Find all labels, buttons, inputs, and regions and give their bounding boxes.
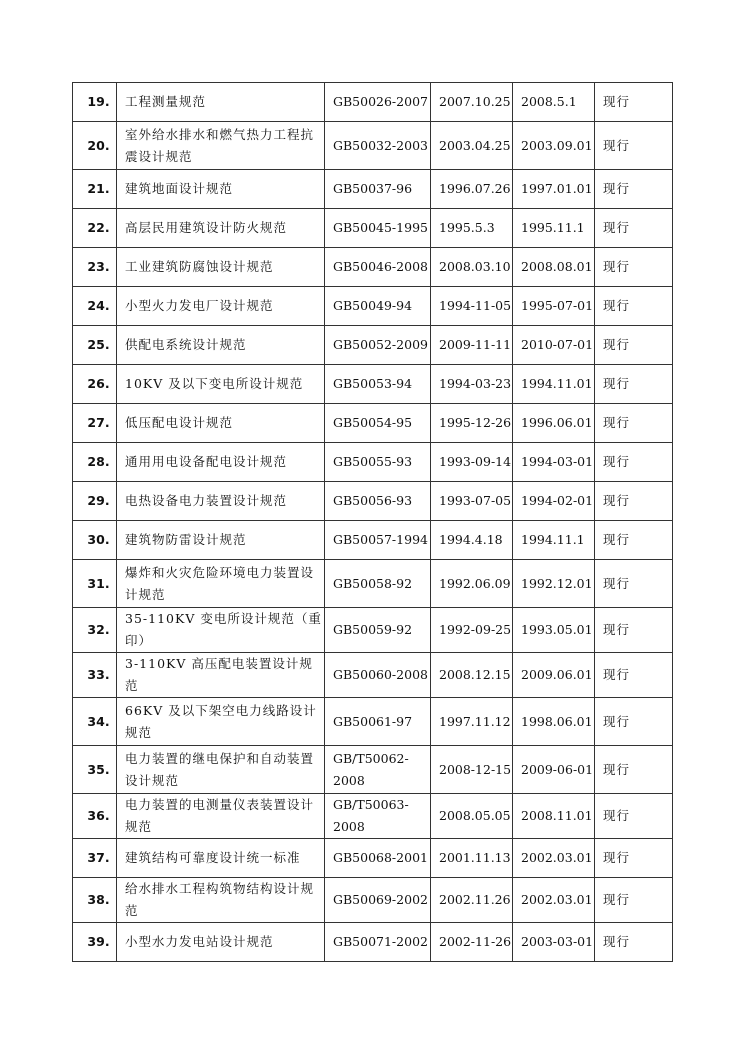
standard-name: 66KV 及以下架空电力线路设计规范	[117, 698, 325, 746]
standard-name: 建筑结构可靠度设计统一标准	[117, 839, 325, 878]
publish-date: 1994.4.18	[431, 521, 513, 560]
publish-date: 1997.11.12	[431, 698, 513, 746]
publish-date: 2008.03.10	[431, 248, 513, 287]
table-row	[73, 326, 673, 365]
standard-name: 建筑地面设计规范	[117, 170, 325, 209]
row-number: 30.	[73, 521, 117, 560]
table-row	[73, 653, 673, 698]
table-row	[73, 560, 673, 608]
publish-date: 1992-09-25	[431, 608, 513, 653]
status-text: 现行	[595, 122, 673, 170]
standard-code: GB50068-2001	[325, 839, 431, 878]
publish-date: 2008-12-15	[431, 746, 513, 794]
row-number: 39.	[73, 923, 117, 962]
implement-date: 2009-06-01	[513, 746, 595, 794]
publish-date: 2003.04.25	[431, 122, 513, 170]
row-number: 29.	[73, 482, 117, 521]
table-row	[73, 746, 673, 794]
standard-code: GB50060-2008	[325, 653, 431, 698]
publish-date: 1993-07-05	[431, 482, 513, 521]
publish-date: 1994-03-23	[431, 365, 513, 404]
publish-date: 1995-12-26	[431, 404, 513, 443]
standard-name: 35-110KV 变电所设计规范（重印）	[117, 608, 325, 653]
implement-date: 1995.11.1	[513, 209, 595, 248]
status-text: 现行	[595, 209, 673, 248]
table-row	[73, 122, 673, 170]
status-text: 现行	[595, 923, 673, 962]
standard-code: GB50055-93	[325, 443, 431, 482]
row-number: 37.	[73, 839, 117, 878]
implement-date: 2003.09.01	[513, 122, 595, 170]
row-number: 24.	[73, 287, 117, 326]
standard-code: GB50059-92	[325, 608, 431, 653]
publish-date: 2008.05.05	[431, 794, 513, 839]
table-row	[73, 698, 673, 746]
row-number: 26.	[73, 365, 117, 404]
implement-date: 2002.03.01	[513, 878, 595, 923]
table-row	[73, 83, 673, 122]
row-number: 25.	[73, 326, 117, 365]
publish-date: 1995.5.3	[431, 209, 513, 248]
standard-code: GB50037-96	[325, 170, 431, 209]
status-text: 现行	[595, 878, 673, 923]
standard-code: GB50049-94	[325, 287, 431, 326]
table-row	[73, 839, 673, 878]
standard-name: 10KV 及以下变电所设计规范	[117, 365, 325, 404]
standard-code: GB50057-1994	[325, 521, 431, 560]
implement-date: 1996.06.01	[513, 404, 595, 443]
standard-code: GB50052-2009	[325, 326, 431, 365]
standard-code: GB50026-2007	[325, 83, 431, 122]
implement-date: 1995-07-01	[513, 287, 595, 326]
publish-date: 1993-09-14	[431, 443, 513, 482]
table-row	[73, 794, 673, 839]
implement-date: 1997.01.01	[513, 170, 595, 209]
status-text: 现行	[595, 560, 673, 608]
implement-date: 2002.03.01	[513, 839, 595, 878]
standard-code: GB50045-1995	[325, 209, 431, 248]
implement-date: 1994.11.1	[513, 521, 595, 560]
implement-date: 2009.06.01	[513, 653, 595, 698]
status-text: 现行	[595, 608, 673, 653]
status-text: 现行	[595, 287, 673, 326]
row-number: 23.	[73, 248, 117, 287]
publish-date: 2007.10.25	[431, 83, 513, 122]
implement-date: 1993.05.01	[513, 608, 595, 653]
publish-date: 1992.06.09	[431, 560, 513, 608]
standard-name: 小型水力发电站设计规范	[117, 923, 325, 962]
standard-code: GB50053-94	[325, 365, 431, 404]
status-text: 现行	[595, 170, 673, 209]
table-row	[73, 878, 673, 923]
status-text: 现行	[595, 839, 673, 878]
table-row	[73, 248, 673, 287]
status-text: 现行	[595, 404, 673, 443]
row-number: 27.	[73, 404, 117, 443]
status-text: 现行	[595, 365, 673, 404]
row-number: 34.	[73, 698, 117, 746]
standard-name: 供配电系统设计规范	[117, 326, 325, 365]
standard-code: GB50069-2002	[325, 878, 431, 923]
publish-date: 2002-11-26	[431, 923, 513, 962]
standard-name: 低压配电设计规范	[117, 404, 325, 443]
standard-code: GB50071-2002	[325, 923, 431, 962]
standard-name: 高层民用建筑设计防火规范	[117, 209, 325, 248]
row-number: 33.	[73, 653, 117, 698]
row-number: 36.	[73, 794, 117, 839]
implement-date: 2010-07-01	[513, 326, 595, 365]
implement-date: 2008.11.01	[513, 794, 595, 839]
row-number: 21.	[73, 170, 117, 209]
standard-code: GB/T50062-2008	[325, 746, 431, 794]
table-row	[73, 521, 673, 560]
standard-code: GB50056-93	[325, 482, 431, 521]
status-text: 现行	[595, 443, 673, 482]
status-text: 现行	[595, 521, 673, 560]
status-text: 现行	[595, 794, 673, 839]
standard-name: 给水排水工程构筑物结构设计规范	[117, 878, 325, 923]
table-row	[73, 608, 673, 653]
publish-date: 2002.11.26	[431, 878, 513, 923]
row-number: 19.	[73, 83, 117, 122]
publish-date: 2008.12.15	[431, 653, 513, 698]
implement-date: 1994.11.01	[513, 365, 595, 404]
table-row	[73, 404, 673, 443]
implement-date: 1998.06.01	[513, 698, 595, 746]
row-number: 22.	[73, 209, 117, 248]
standard-code: GB50046-2008	[325, 248, 431, 287]
implement-date: 1994-03-01	[513, 443, 595, 482]
publish-date: 1996.07.26	[431, 170, 513, 209]
status-text: 现行	[595, 653, 673, 698]
implement-date: 2008.08.01	[513, 248, 595, 287]
standard-name: 室外给水排水和燃气热力工程抗震设计规范	[117, 122, 325, 170]
status-text: 现行	[595, 482, 673, 521]
standard-name: 3-110KV 高压配电装置设计规范	[117, 653, 325, 698]
table-row	[73, 365, 673, 404]
table-row	[73, 923, 673, 962]
table-row	[73, 287, 673, 326]
status-text: 现行	[595, 326, 673, 365]
implement-date: 1992.12.01	[513, 560, 595, 608]
row-number: 20.	[73, 122, 117, 170]
status-text: 现行	[595, 248, 673, 287]
standard-code: GB50058-92	[325, 560, 431, 608]
standard-name: 电力装置的继电保护和自动装置设计规范	[117, 746, 325, 794]
standard-name: 通用用电设备配电设计规范	[117, 443, 325, 482]
publish-date: 2001.11.13	[431, 839, 513, 878]
standard-name: 电热设备电力装置设计规范	[117, 482, 325, 521]
row-number: 38.	[73, 878, 117, 923]
implement-date: 2003-03-01	[513, 923, 595, 962]
standards-table	[72, 82, 673, 962]
standard-code: GB50061-97	[325, 698, 431, 746]
row-number: 28.	[73, 443, 117, 482]
standard-name: 电力装置的电测量仪表装置设计规范	[117, 794, 325, 839]
row-number: 31.	[73, 560, 117, 608]
status-text: 现行	[595, 698, 673, 746]
status-text: 现行	[595, 83, 673, 122]
table-body	[73, 83, 673, 962]
standard-code: GB50054-95	[325, 404, 431, 443]
publish-date: 2009-11-11	[431, 326, 513, 365]
standard-name: 工程测量规范	[117, 83, 325, 122]
table-row	[73, 209, 673, 248]
implement-date: 1994-02-01	[513, 482, 595, 521]
standard-name: 爆炸和火灾危险环境电力装置设计规范	[117, 560, 325, 608]
standard-name: 建筑物防雷设计规范	[117, 521, 325, 560]
implement-date: 2008.5.1	[513, 83, 595, 122]
standard-code: GB50032-2003	[325, 122, 431, 170]
standard-name: 工业建筑防腐蚀设计规范	[117, 248, 325, 287]
standard-code: GB/T50063-2008	[325, 794, 431, 839]
table-row	[73, 443, 673, 482]
table-row	[73, 482, 673, 521]
table-row	[73, 170, 673, 209]
publish-date: 1994-11-05	[431, 287, 513, 326]
status-text: 现行	[595, 746, 673, 794]
standard-name: 小型火力发电厂设计规范	[117, 287, 325, 326]
row-number: 35.	[73, 746, 117, 794]
row-number: 32.	[73, 608, 117, 653]
